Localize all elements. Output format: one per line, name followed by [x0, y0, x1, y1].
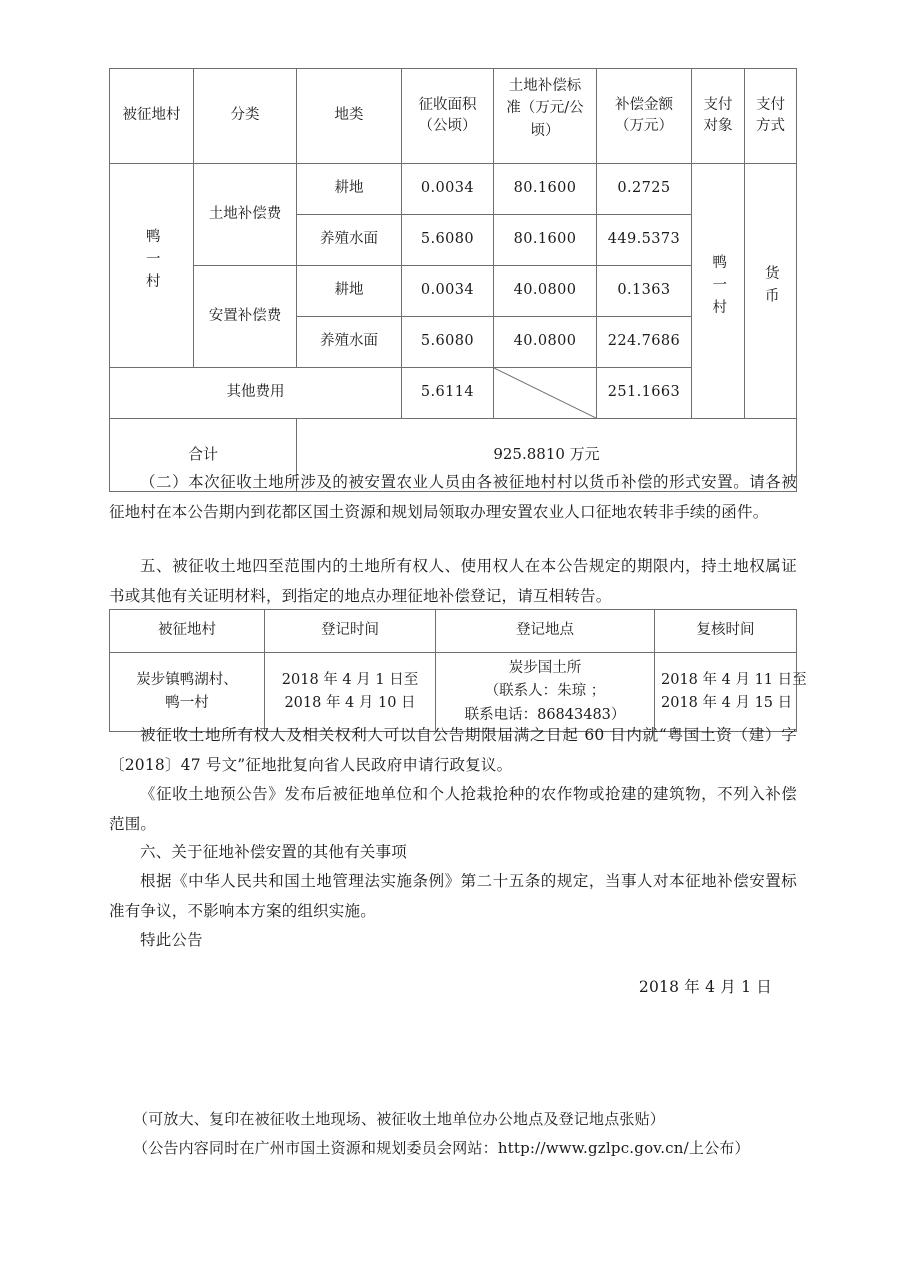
- registration-header-row: [110, 610, 797, 653]
- cell-standard: 80.1600: [494, 215, 597, 266]
- header-amount-line2: （万元）: [615, 118, 673, 134]
- header-village: 被征地村: [110, 69, 194, 164]
- header-standard-line1: 土地补偿标: [508, 78, 582, 94]
- header-category: 分类: [194, 69, 297, 164]
- cell-land-type: 耕地: [297, 266, 402, 317]
- cell-area: 5.6080: [402, 215, 494, 266]
- cell-land-type: 耕地: [297, 164, 402, 215]
- cell-standard: 40.0800: [494, 266, 597, 317]
- reg-village-line2: 鸭一村: [165, 695, 209, 711]
- reg-place-line3: 联系电话：86843483）: [464, 706, 626, 723]
- cell-area: 0.0034: [402, 164, 494, 215]
- reg-header-time: 登记时间: [265, 610, 436, 653]
- header-area-line2: （公顷）: [418, 118, 477, 134]
- registration-data-row: [110, 653, 797, 732]
- cell-land-type: 养殖水面: [297, 215, 402, 266]
- header-area-line1: 征收面积: [418, 96, 477, 113]
- paragraph-six-heading: 六、关于征地补偿安置的其他有关事项: [140, 843, 407, 861]
- cell-standard: 80.1600: [494, 164, 597, 215]
- header-land-type: 地类: [297, 69, 402, 164]
- cell-village-name: 鸭一村: [110, 164, 194, 368]
- cell-other-fee-area: 5.6114: [402, 368, 494, 419]
- cell-payment-method: 货币: [745, 164, 797, 419]
- header-payment-method: [745, 69, 797, 164]
- footnote-website-url: http://www.gzlpc.gov.cn/: [497, 1139, 689, 1157]
- reg-place-line2: （联系人：朱琼 ；: [484, 683, 606, 700]
- header-standard: [494, 69, 597, 164]
- header-method-line2: 方式: [756, 118, 785, 134]
- header-payee-line2: 对象: [703, 118, 733, 134]
- compensation-table: [109, 68, 797, 492]
- cell-payee: 鸭一村: [692, 164, 745, 419]
- registration-table: [109, 609, 807, 732]
- cell-area: 0.0034: [402, 266, 494, 317]
- paragraph-two: （二）本次征收土地所涉及的被安置农业人员由各被征地村村以货币补偿的形式安置。请各被征地村在本公告期内到花都区国土资源和规划局领取办理安置农业人口征地农转非手续的函件。: [109, 473, 797, 521]
- cell-category-resettlement-compensation: 安置补偿费: [194, 266, 297, 368]
- signature-date: 2018 年 4 月 1 日: [638, 978, 772, 996]
- header-amount-line1: 补偿金额: [615, 96, 673, 113]
- reg-review-line2: 2018 年 4 月 15 日: [661, 695, 793, 711]
- compensation-table-container: [109, 68, 796, 492]
- reg-time-line2: 2018 年 4 月 10 日: [284, 695, 416, 711]
- footnote-posting: （可放大、复印在被征收土地现场、被征收土地单位办公地点及登记地点张贴）: [133, 1110, 666, 1128]
- paragraph-five: 五、被征收土地四至范围内的土地所有权人、使用权人在本公告规定的期限内，持土地权属证书或其他有关证明材料，到指定的地点办理征地补偿登记，请互相转告。: [109, 557, 797, 605]
- table-header-row: [110, 69, 797, 164]
- footnote-website: [133, 1134, 863, 1163]
- cell-land-type: 养殖水面: [297, 317, 402, 368]
- cell-other-fee-label: 其他费用: [110, 368, 402, 419]
- cell-total-value: 925.8810 万元: [297, 419, 797, 492]
- paragraph-pre-announcement: 《征收土地预公告》发布后被征地单位和个人抢栽抢种的农作物或抢建的建筑物，不列入补偿范围。: [109, 785, 797, 833]
- cell-category-land-compensation: 土地补偿费: [194, 164, 297, 266]
- reg-place-line1: 炭步国土所: [508, 660, 582, 677]
- cell-other-fee-standard-struck: [494, 368, 597, 419]
- cell-amount: 0.2725: [597, 164, 692, 215]
- cell-amount: 224.7686: [597, 317, 692, 368]
- header-payee: [692, 69, 745, 164]
- cell-standard: 40.0800: [494, 317, 597, 368]
- header-standard-line2: 准（万元/公: [506, 100, 584, 117]
- reg-village-line1: 炭步镇鸭湖村、: [136, 671, 238, 688]
- paragraph-regulation: 根据《中华人民共和国土地管理法实施条例》第二十五条的规定，当事人对本征地补偿安置标准有争议，不影响本方案的组织实施。: [109, 872, 797, 920]
- reg-header-village: 被征地村: [110, 610, 265, 653]
- header-standard-line3: 顷）: [530, 122, 560, 139]
- header-area: [402, 69, 494, 164]
- footnote-website-suffix: 上公布）: [688, 1139, 750, 1157]
- reg-cell-place: [436, 653, 655, 732]
- cell-other-fee-amount: 251.1663: [597, 368, 692, 419]
- reg-review-line1: 2018 年 4 月 11 日至: [661, 671, 807, 688]
- cell-area: 5.6080: [402, 317, 494, 368]
- paragraph-administrative-review: 被征收土地所有权人及相关权利人可以自公告期限届满之日起 60 日内就“粤国土资（建）字〔2018〕47 号文”征地批复向省人民政府申请行政复议。: [109, 726, 797, 774]
- registration-table-container: [109, 609, 807, 732]
- reg-header-place: 登记地点: [436, 610, 655, 653]
- paragraph-notice: 特此公告: [140, 931, 203, 949]
- cell-amount: 0.1363: [597, 266, 692, 317]
- table-row: [110, 164, 797, 215]
- cell-total-label: 合计: [110, 419, 297, 492]
- header-payee-line1: 支付: [703, 96, 733, 113]
- header-method-line1: 支付: [756, 96, 785, 113]
- reg-cell-village: [110, 653, 265, 732]
- header-amount: [597, 69, 692, 164]
- footnote-website-prefix: （公告内容同时在广州市国土资源和规划委员会网站：: [133, 1139, 498, 1157]
- reg-cell-time: [265, 653, 436, 732]
- reg-time-line1: 2018 年 4 月 1 日至: [281, 671, 419, 688]
- reg-cell-review-time: [655, 653, 807, 732]
- cell-amount: 449.5373: [597, 215, 692, 266]
- reg-header-review-time: 复核时间: [655, 610, 797, 653]
- diagonal-strike-icon: [494, 368, 596, 418]
